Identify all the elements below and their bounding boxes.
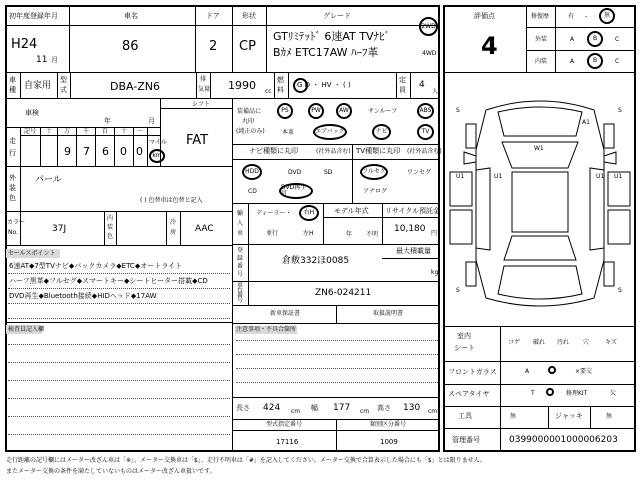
inspector-note-label: 検査員記入欄 [8,326,45,333]
repair-no: 無 [603,12,610,19]
mark-a1: A1 [582,119,590,126]
shift-value: FAT [186,133,209,148]
jack-label: ジャッキ [555,412,583,420]
grade-box-label: 評価点 [474,12,495,20]
grade-label: グレード [323,12,351,20]
length-cm: cm [291,408,301,415]
mileage-header-100: 百 [102,128,109,135]
footer-line-1: 走行距離の記号欄にはメーター改ざん車は「※」、メーター交換車は「$」、走行不明車は「#」を記入してください。メーター交換で合算表示した場合にも「$」とは限りません。 [6,457,487,464]
type-value: DBA-ZN6 [110,80,161,93]
interior-grade-c: C [615,58,620,65]
tv-fullseg-circle [360,164,388,180]
grade-line-2: Bｶﾒ ETC17AW ﾊｰﾌ革 [273,46,379,59]
mileage-header-1k: 千 [83,128,90,135]
mileage-digit-1: 9 [64,145,71,158]
exterior-grade-c: C [615,36,620,43]
notes-label: 注意事項・不具合箇所 [236,326,297,333]
tv-title: TV種類に丸印 [356,147,401,155]
disp-label-1: 排 [200,76,207,83]
inspection-year: 年 [104,117,111,125]
chassis-value: ZN6-024211 [315,288,372,298]
repair-no-circle [599,8,615,24]
interior-grade-label: 内装 [535,58,548,65]
usage-value: 自家用 [24,81,52,91]
mark-u1-3: U1 [596,173,605,180]
reg-label-2: 録 [237,255,244,262]
sales-point-line-1: 6速AT◆7型TVナビ◆バックカメラ◆ETC◆オートライト [9,262,182,270]
height-cm: cm [428,408,438,415]
capacity-label-1: 定 [399,76,406,84]
ac-value: AAC [195,224,214,234]
equip-abs-circle [417,103,434,119]
mark-u1-1: U1 [456,173,465,180]
interior-color-label-2: 装 [107,224,114,231]
mileage-digit-4: 0 [120,145,127,158]
navi-title: ナビ種類に丸印 [249,147,298,155]
mgmt-value: 0399000001000006203 [509,435,618,445]
inspection-month: 月 [148,117,155,125]
equip-tv-circle [417,124,434,140]
import-parallel: 並行 [266,230,279,237]
usage-label-1: 車 [9,76,16,84]
equip-ps: PS [281,107,289,114]
model-year-year: 年 [346,231,353,238]
seat-label-1: 室内 [457,332,471,340]
first-reg-month: 11 [36,55,48,65]
exterior-grade-b: B [592,35,598,42]
windshield-a-dot [548,366,556,374]
seat-stain: 汚れ [557,339,570,346]
windshield-label: フロントガラス [448,368,497,376]
mileage-digit-5: 0 [136,145,143,158]
mileage-header-1: 一 [137,128,144,135]
seat-label-2: シート [454,344,475,352]
ac-label-2: 房 [170,229,177,236]
fuel-label-2: 料 [277,86,284,94]
mileage-header-100k: 十 [46,128,53,135]
navi-hdd: HDD [245,168,259,175]
drive-2wd: 2WD [421,22,436,30]
model-designation-value: 17116 [276,438,299,446]
import-dealer: ディーラー・ [256,210,292,217]
exterior-color: パール [35,175,62,185]
shift-label: シフト [192,101,211,108]
color-no-label-1: カラー [7,219,26,226]
spare-missing: 欠 [610,390,617,397]
length-label: 長さ [236,404,250,412]
shape-value: CP [239,39,256,54]
max-load-kg: kg [431,269,439,276]
car-damage-diagram [446,90,634,318]
displacement-value: 1990 [228,79,256,92]
type-label-2: 式 [60,86,67,94]
usage-label-2: 種 [9,86,16,94]
model-label: 車名 [124,12,138,20]
manual-label: 取扱説明書 [373,310,404,317]
width-cm: cm [360,408,370,415]
doors-label: ドア [206,12,220,20]
navi-sd: SD [324,169,333,176]
mileage-header-10: 十 [121,128,128,135]
seat-tear: 破れ [533,339,546,346]
equip-navi-circle [372,124,391,140]
first-reg-month-unit: 月 [51,56,58,64]
mileage-header-symbol: 記号 [24,128,37,135]
interior-color-label-3: 色 [107,233,114,240]
equip-tv: TV [421,128,430,135]
tools-label: 工具 [458,412,472,420]
tv-analog: アナログ [363,188,388,195]
exterior-grade-label: 外装 [535,36,548,43]
recycle-amount: 10,180 [394,224,426,234]
equip-navi: ナビ [375,128,388,135]
max-load-label: 最大積載量 [396,247,431,255]
exterior-label-3: 色 [9,194,16,202]
reg-label-4: 号 [237,271,244,278]
spare-t: T [531,390,535,397]
seat-hole: 穴 [583,339,590,346]
recycle-yen: 円 [431,230,438,237]
capacity-label-2: 員 [399,86,406,94]
inspection-label: 車検 [25,109,39,117]
equip-sunroof: サンルーフ [368,108,398,115]
mark-w1: W1 [534,145,544,152]
navi-dvd: DVD [288,169,302,176]
spare-repair: 修理KIT [566,390,588,397]
height-label: 高さ [377,404,391,412]
repair-dash: - [585,13,588,20]
reg-label-1: 登 [237,247,244,254]
width-label: 幅 [311,404,318,412]
drive-4wd: 4WD [422,50,437,57]
windshield-a: A [525,368,530,375]
equip-ps-circle [277,103,293,119]
mgmt-label: 管理番号 [452,436,480,444]
chassis-label-3: 番 [237,292,244,299]
exterior-label-1: 外 [9,174,16,182]
windshield-x: ×要交 [575,368,593,375]
cc-unit: cc [265,88,272,95]
sales-point-label: セールスポイント [8,250,56,257]
disp-label-2: 気量 [198,86,211,93]
mileage-digit-2: 7 [83,145,90,158]
equip-airbag: エアバック [315,128,345,135]
capacity-value: 4 [419,80,425,90]
chassis-label-4: 号 [237,297,244,304]
fuel-label-1: 燃 [277,76,284,84]
navi-sub: (社外品含む) [316,148,351,155]
fuel-options: G D ・ HV ・ ( ) [297,81,351,89]
mark-u1-4: U1 [614,173,623,180]
navi-dvd-play-circle [279,183,313,199]
navi-cd: CD [248,188,257,195]
model-designation-label: 型式指定番号 [266,421,303,428]
color-no-value: 37J [52,224,67,234]
seat-burn: コゲ [508,339,521,346]
reg-label-3: 番 [237,263,244,270]
model-year-label: モデル年式 [334,207,369,215]
exterior-grade-b-circle [587,31,603,47]
equipment-title-3: (純正のみ) [236,128,265,135]
equip-leather: 本革 [282,129,295,136]
repair-label: 修復歴 [531,13,550,20]
sales-point-line-2: ハーフ黒革◆フルセグ◆スマートキー◆シートヒーター搭載◆CD [9,277,208,285]
navi-dvd-play: DVD再生可 [281,184,307,197]
equip-pw-circle [308,103,324,119]
equip-pw: PW [311,107,321,114]
import-label-1: 輸 [237,210,244,217]
tv-fullseg: フルセグ [362,168,386,175]
drive-2wd-circle [419,17,438,36]
model-name: 86 [122,39,139,54]
exterior-label-2: 装 [9,184,16,192]
tv-sub: (社外品含む) [407,148,442,155]
color-no-label-2: No. [8,229,18,236]
sales-point-line-3: DVD再生◆Bluetooth接続◆HIDヘッド◆17AW [9,292,157,300]
grade-line-1: GTﾘﾐﾃｯﾄﾞ 6速AT TVﾅﾋﾞ [273,30,390,43]
first-reg-year: H24 [11,37,38,52]
mileage-label-1: 走 [9,137,16,145]
ac-label-1: 冷 [170,219,177,226]
interior-grade-b-circle [587,53,603,69]
spare-label: スペアタイヤ [448,390,490,398]
category-label: 類別区分番号 [370,421,407,428]
mileage-digit-3: 6 [102,145,109,158]
handle-right-circle [299,205,319,221]
km-unit: km [152,152,162,159]
mark-s-3: S [456,287,460,294]
spare-t-dot [546,388,554,396]
category-value: 1009 [380,438,398,446]
import-label-3: 車 [237,230,244,237]
tools-value: 無 [510,413,517,420]
mark-u1-2: U1 [494,173,503,180]
reg-value: 倉敷332ほ0085 [282,256,350,266]
equip-abs: ABS [419,107,432,114]
model-year-unknown: 不明 [366,231,379,238]
mark-s-4: S [618,287,622,294]
equipment-title-2: 丸印 [242,118,255,125]
mark-s-1: S [456,107,460,114]
handle-left: 左H [303,230,314,237]
mark-s-2: S [618,107,622,114]
grade-box-value: 4 [481,32,498,60]
height-value: 130 [403,403,421,413]
width-value: 177 [333,403,351,413]
interior-color-label-1: 内 [107,215,114,222]
type-label-1: 型 [60,76,67,84]
chassis-label-1: 車 [237,282,244,289]
interior-grade-b: B [592,57,598,64]
mileage-header-10k: 万 [64,128,71,135]
equip-airbag-circle [313,124,347,140]
import-label-2: 入 [237,220,244,227]
exterior-color-note: ( ) 色替車は色替と記入 [140,197,203,204]
jack-value: 無 [606,413,613,420]
tv-oneseg: ワンセグ [407,169,432,176]
interior-grade-a: A [570,58,575,65]
recycle-label: リサイクル預託金 [385,207,441,215]
handle-right: 右H [303,209,315,216]
mileage-label-2: 行 [9,149,16,157]
capacity-unit: 人 [432,88,439,95]
navi-hdd-circle [242,164,262,180]
repair-yes: 有 [568,13,575,20]
mile-unit: マイル [149,139,167,146]
new-warranty-label: 新車保証書 [270,310,301,317]
doors-value: 2 [209,39,218,54]
seat-scratch: キズ [605,339,617,346]
equipment-title: 装備品に [237,108,262,115]
equip-aw: AW [339,107,349,114]
shape-label: 形状 [242,12,256,20]
length-value: 424 [263,403,281,413]
km-circle [149,149,165,163]
chassis-label-2: 台 [237,287,244,294]
equip-aw-circle [336,103,352,119]
footer-line-2: またメーター交換の条件を満たしていないものはメーター改ざん車扱いです。 [6,468,216,475]
exterior-grade-a: A [570,36,575,43]
first-reg-label: 初年度登録年月 [9,12,58,20]
